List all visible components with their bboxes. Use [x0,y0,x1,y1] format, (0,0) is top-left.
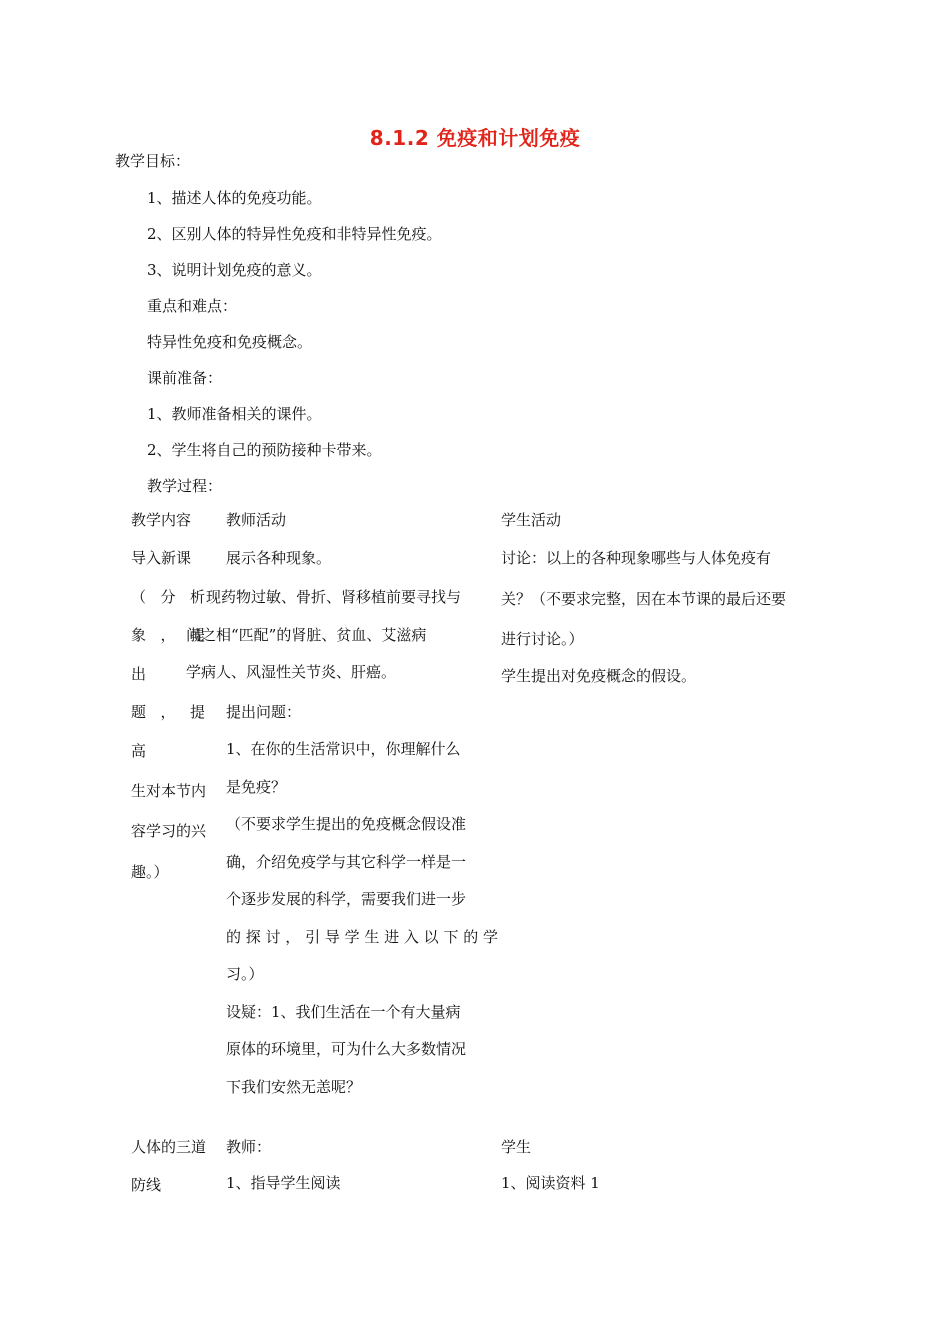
content-column [131,501,223,892]
table-cell: 1、指导学生阅读 [226,1174,341,1192]
prep-item: 2、学生将自己的预防接种卡带来。 [147,441,382,459]
table-cell: 教师活动 [226,511,287,529]
teacher-column [186,501,502,1107]
table-cell: （不要求学生提出的免疫概念假设准 [226,815,467,833]
table-cell: 容学习的兴 [131,822,207,840]
table-cell: 下我们安然无恙呢？ [226,1077,362,1096]
table-cell: 1、在你的生活常识中，你理解什么 [226,740,461,758]
table-cell: （ 分 析 [131,588,205,606]
table-cell: 生对本节内 [131,781,207,800]
table-cell: 人体的三道 [131,1138,207,1156]
table-cell: 关？（不要求完整，因在本节课的最后还要 [501,590,787,608]
table-cell: 问之相“匹配”的肾脏、贫血、艾滋病 [186,625,427,644]
table-cell: 提出问题： [226,702,302,721]
table-cell: 教师： [226,1138,272,1156]
table-cell: 趣。） [131,862,169,881]
prep-heading: 课前准备： [147,369,223,387]
table-cell: 进行讨论。） [501,629,584,648]
table-cell: 防线 [131,1176,162,1194]
goals-heading: 教学目标： [115,152,191,170]
table-cell: 教学内容 [131,511,192,529]
goal-item: 3、说明计划免疫的意义。 [147,261,322,279]
prep-item: 1、教师准备相关的课件。 [147,405,322,423]
key-heading: 重点和难点： [147,297,238,315]
table-cell: 导入新课 [131,548,192,567]
table-cell: 原体的环境里，可为什么大多数情况 [226,1040,467,1058]
table-cell: 确，介绍免疫学与其它科学一样是一 [226,852,467,871]
table-cell: 设疑：1、我们生活在一个有大量病 [226,1002,461,1021]
process-heading: 教学过程： [147,477,223,495]
table-cell: 学生提出对免疫概念的假设。 [501,667,697,685]
key-text: 特异性免疫和免疫概念。 [147,333,313,351]
table-cell: 现药物过敏、骨折、肾移植前要寻找与 [206,588,462,606]
table-cell: 个逐步发展的科学，需要我们进一步 [226,890,467,908]
table-cell: 的 探 讨 ， 引 导 学 生 进 入 以 下 的 学 [226,927,498,946]
table-cell: 学生 [501,1138,532,1156]
table-cell: 学病人、风湿性关节炎、肝癌。 [186,663,397,681]
table-cell: 展示各种现象。 [226,548,332,567]
goal-item: 2、区别人体的特异性免疫和非特异性免疫。 [147,225,442,243]
table-cell: 学生活动 [501,511,562,529]
table-cell: 是免疫？ [226,777,287,796]
table-cell: 习。） [226,965,264,983]
table-cell: 题 ， 提 高 [131,702,205,760]
goal-item: 1、描述人体的免疫功能。 [147,189,322,207]
student-column [501,501,831,697]
table-cell: 1、阅读资料 1 [501,1174,600,1192]
table-cell: 讨论：以上的各种现象哪些与人体免疫有 [501,548,772,567]
page-title: 8.1.2 免疫和计划免疫 [369,126,581,150]
table-cell: 象 ， 提 出 [131,625,205,683]
